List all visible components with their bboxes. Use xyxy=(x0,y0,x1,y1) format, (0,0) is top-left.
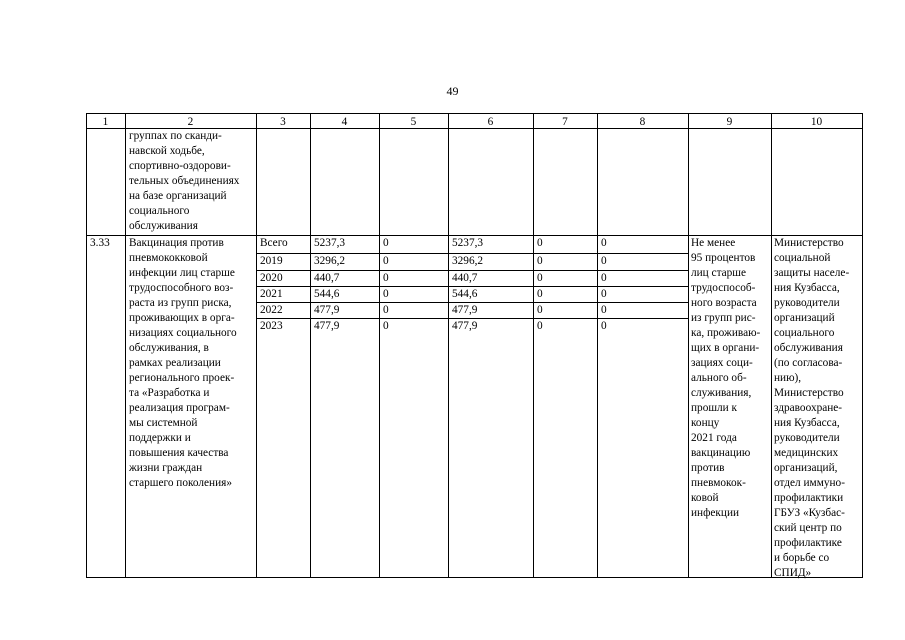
year-label: Всего xyxy=(260,237,288,249)
result-line: зациях соци- xyxy=(691,357,753,369)
result-line: лиц старше xyxy=(691,267,747,279)
description-line: спортивно-оздорови- xyxy=(129,160,231,172)
responsible-line: социального xyxy=(774,327,835,339)
result-line: ного возраста xyxy=(691,297,757,309)
year-label: 2023 xyxy=(260,320,283,332)
year-label: 2021 xyxy=(260,288,283,300)
description-line: пневмококковой xyxy=(129,252,208,264)
responsible-line: (по согласова- xyxy=(774,357,843,369)
result-line: 2021 года xyxy=(691,432,737,444)
result-line: ка, проживаю- xyxy=(691,327,761,339)
description-line: раста из групп риска, xyxy=(129,297,232,309)
result-line: инфекции xyxy=(691,507,740,519)
column-border xyxy=(379,113,380,578)
responsible-line: Министерство xyxy=(774,387,844,399)
column-border xyxy=(448,113,449,578)
column-header: 1 xyxy=(102,116,109,128)
column-border xyxy=(597,113,598,578)
result-line: вакцинацию xyxy=(691,447,751,459)
value-cell: 0 xyxy=(601,237,607,249)
column-header: 3 xyxy=(280,116,286,128)
value-cell: 0 xyxy=(383,304,389,316)
value-cell: 0 xyxy=(537,320,543,332)
description-line: повышения качества xyxy=(129,447,229,459)
column-border xyxy=(862,113,863,578)
column-header: 7 xyxy=(562,116,568,128)
result-line: из групп рис- xyxy=(691,312,756,324)
value-cell: 440,7 xyxy=(314,272,340,284)
description-line: социального xyxy=(129,205,190,217)
column-border xyxy=(771,113,772,578)
value-cell: 3296,2 xyxy=(314,255,346,267)
responsible-line: и борьбе со xyxy=(774,552,830,564)
responsible-line: организаций xyxy=(774,312,835,324)
column-border xyxy=(125,113,126,578)
value-cell: 477,9 xyxy=(314,304,340,316)
value-cell: 544,6 xyxy=(314,288,340,300)
value-cell: 0 xyxy=(601,320,607,332)
responsible-line: Министерство xyxy=(774,237,844,249)
description-line: рамках реализации xyxy=(129,357,221,369)
responsible-line: руководители xyxy=(774,297,840,309)
value-cell: 0 xyxy=(383,272,389,284)
result-line: ального об- xyxy=(691,372,747,384)
result-line: ковой xyxy=(691,492,719,504)
value-cell: 0 xyxy=(383,288,389,300)
responsible-line: ния Кузбасса, xyxy=(774,282,840,294)
result-line: против xyxy=(691,462,725,474)
value-cell: 0 xyxy=(601,304,607,316)
value-cell: 440,7 xyxy=(452,272,478,284)
responsible-line: СПИД» xyxy=(774,567,812,579)
responsible-line: организаций, xyxy=(774,462,838,474)
result-line: концу xyxy=(691,417,720,429)
responsible-line: здравоохране- xyxy=(774,402,843,414)
result-line: пневмокок- xyxy=(691,477,746,489)
responsible-line: ский центр по xyxy=(774,522,842,534)
description-line: трудоспособного воз- xyxy=(129,282,234,294)
responsible-line: нию), xyxy=(774,372,802,384)
description-line: поддержки и xyxy=(129,432,191,444)
value-cell: 477,9 xyxy=(314,320,340,332)
value-cell: 0 xyxy=(537,304,543,316)
description-line: низациях социального xyxy=(129,327,237,339)
value-cell: 0 xyxy=(383,255,389,267)
value-cell: 5237,3 xyxy=(452,237,484,249)
description-line: реализация програм- xyxy=(129,402,230,414)
value-cell: 0 xyxy=(537,237,543,249)
value-cell: 0 xyxy=(383,237,389,249)
description-line: навской ходьбе, xyxy=(129,145,205,157)
responsible-line: отдел иммуно- xyxy=(774,477,845,489)
value-cell: 0 xyxy=(383,320,389,332)
description-line: жизни граждан xyxy=(129,462,203,474)
value-cell: 0 xyxy=(601,288,607,300)
column-header: 10 xyxy=(810,116,823,128)
value-cell: 0 xyxy=(537,288,543,300)
row-number: 3.33 xyxy=(90,237,110,249)
column-border xyxy=(310,113,311,578)
description-line: тельных объединениях xyxy=(129,175,240,187)
value-cell: 544,6 xyxy=(452,288,478,300)
column-border xyxy=(86,113,87,578)
column-border xyxy=(533,113,534,578)
column-header: 2 xyxy=(187,116,194,128)
value-cell: 477,9 xyxy=(452,320,478,332)
year-label: 2022 xyxy=(260,304,283,316)
responsible-line: обслуживания xyxy=(774,342,843,354)
responsible-line: профилактике xyxy=(774,537,842,549)
value-cell: 0 xyxy=(537,255,543,267)
column-border xyxy=(688,113,689,578)
responsible-line: профилактики xyxy=(774,492,844,504)
responsible-line: руководители xyxy=(774,432,840,444)
year-label: 2019 xyxy=(260,255,283,267)
description-line: на базе организаций xyxy=(129,190,227,202)
column-header: 4 xyxy=(341,116,348,128)
column-header: 8 xyxy=(639,116,646,128)
responsible-line: медицинских xyxy=(774,447,839,459)
value-cell: 3296,2 xyxy=(452,255,484,267)
result-line: трудоспособ- xyxy=(691,282,756,294)
value-cell: 0 xyxy=(601,272,607,284)
value-cell: 477,9 xyxy=(452,304,478,316)
description-line: старшего поколения» xyxy=(129,477,232,489)
value-cell: 0 xyxy=(601,255,607,267)
result-line: служивания, xyxy=(691,387,752,399)
page-number: 49 xyxy=(446,84,459,98)
result-line: 95 процентов xyxy=(691,252,756,264)
row-border xyxy=(86,577,863,578)
responsible-line: защиты населе- xyxy=(774,267,850,279)
value-cell: 0 xyxy=(537,272,543,284)
description-line: проживающих в орга- xyxy=(129,312,235,324)
description-line: инфекции лиц старше xyxy=(129,267,235,279)
row-border xyxy=(86,113,863,114)
description-line: мы системной xyxy=(129,417,198,429)
column-header: 5 xyxy=(410,116,417,128)
description-line: обслуживания, в xyxy=(129,342,209,354)
responsible-line: ния Кузбасса, xyxy=(774,417,840,429)
responsible-line: социальной xyxy=(774,252,831,264)
description-line: регионального проек- xyxy=(129,372,235,384)
description-line: та «Разработка и xyxy=(129,387,210,399)
column-border xyxy=(256,113,257,578)
description-line: обслуживания xyxy=(129,220,198,232)
result-line: щих в органи- xyxy=(691,342,760,354)
description-line: группах по сканди- xyxy=(129,130,222,142)
value-cell: 5237,3 xyxy=(314,237,346,249)
column-header: 6 xyxy=(487,116,494,128)
year-label: 2020 xyxy=(260,272,283,284)
column-header: 9 xyxy=(726,116,733,128)
description-line: Вакцинация против xyxy=(129,237,224,249)
result-line: прошли к xyxy=(691,402,738,414)
responsible-line: ГБУЗ «Кузбас- xyxy=(774,507,845,519)
result-line: Не менее xyxy=(691,237,736,249)
